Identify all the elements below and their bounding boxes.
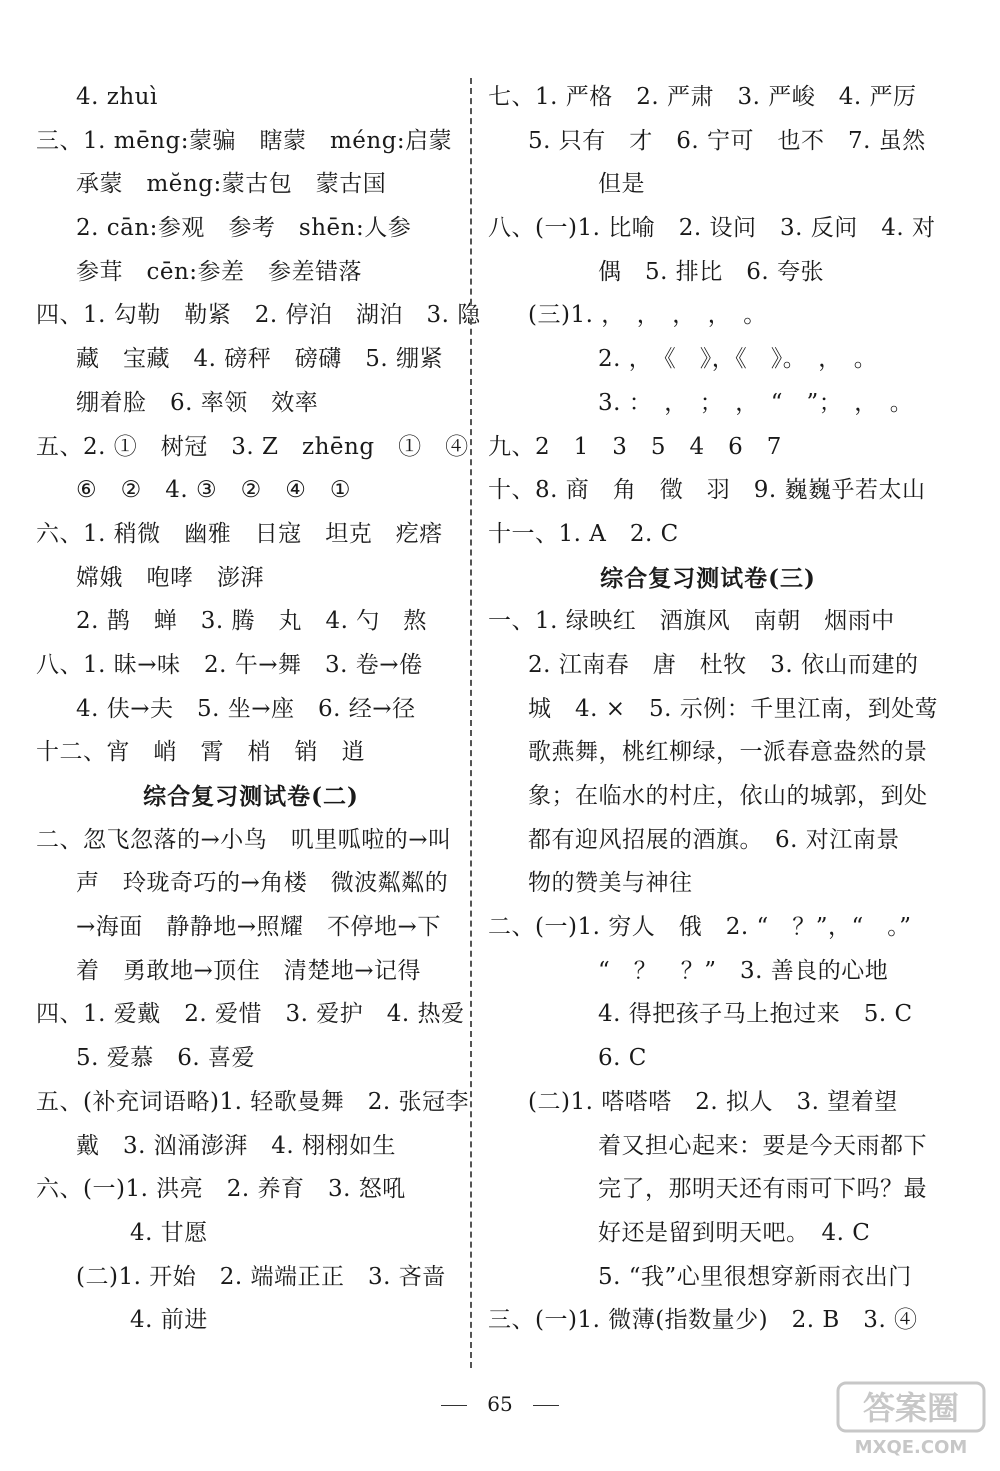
answer-line: 完了，那明天还有雨可下吗？最 [598,1176,927,1203]
watermark-url: MXQE.COM [854,1437,968,1458]
answer-line: 声 玲珑奇巧的→角楼 微波粼粼的 [76,870,449,897]
answer-line: (二)1. 开始 2. 端端正正 3. 吝啬 [76,1263,446,1290]
answer-line: →海面 静静地→照耀 不停地→下 [76,914,441,941]
answer-line: 偶 5. 排比 6. 夸张 [598,258,825,285]
answer-line: 都有迎风招展的酒旗。 6. 对江南景 [528,826,900,853]
answer-line: 4. 甘愿 [130,1219,208,1246]
answer-line: 二、(一)1. 穷人 俄 2. “ ？”，“ 。” [488,914,912,941]
answer-line: “ ？ ？” 3. 善良的心地 [598,957,889,984]
section-heading: 综合复习测试卷(二) [143,783,359,810]
answer-line: 4. 前进 [130,1307,208,1334]
answer-line: 五、2. ① 树冠 3. Z zhēng ① ④ [36,433,469,460]
answer-line: 6. C [598,1045,647,1072]
answer-line: 5. 只有 才 6. 宁可 也不 7. 虽然 [528,127,926,154]
answer-line: 八、(一)1. 比喻 2. 设问 3. 反问 4. 对 [488,215,936,242]
answer-line: 三、(一)1. 微薄(指数量少) 2. B 3. ④ [488,1307,918,1334]
answer-line: 但是 [598,171,645,198]
answer-line: 八、1. 昧→味 2. 午→舞 3. 卷→倦 [36,651,423,678]
column-divider [470,78,472,1368]
answer-line: 九、2 1 3 5 4 6 7 [488,433,782,460]
answer-line: 一、1. 绿映红 酒旗风 南朝 烟雨中 [488,608,895,635]
left-column [36,76,481,1343]
answer-line: 十一、1. A 2. C [488,520,679,547]
answer-line: 四、1. 爱戴 2. 爱惜 3. 爱护 4. 热爱 [36,1001,465,1028]
answer-line: 4. 伕→夫 5. 坐→座 6. 经→径 [76,695,416,722]
answer-line: 藏 宝藏 4. 磅秤 磅礴 5. 绷紧 [76,346,444,373]
answer-line: 城 4. × 5. 示例：千里江南，到处莺 [528,695,939,722]
answer-line: 三、1. mēng:蒙骗 瞎蒙 méng:启蒙 [36,127,453,154]
answer-line: 2. 鹊 蝉 3. 腾 丸 4. 勺 熬 [76,608,427,635]
answer-line: 物的赞美与神往 [528,870,693,897]
answer-line: 承蒙 mĕng:蒙古包 蒙古国 [76,171,387,198]
right-column [488,76,939,1343]
watermark-text: 答案圈 [862,1389,960,1427]
answer-line: 着又担心起来：要是今天雨都下 [598,1132,927,1159]
answer-line: 2. ， 《 》，《 》。 ， 。 [598,346,878,373]
watermark-logo-icon [836,1381,986,1459]
answer-line: 好还是留到明天吧。 4. C [598,1219,871,1246]
answer-line: 七、1. 严格 2. 严肃 3. 严峻 4. 严厉 [488,84,917,110]
section-heading: 综合复习测试卷(三) [600,564,816,592]
answer-line: 绷着脸 6. 率领 效率 [76,389,319,416]
answer-line: 4. 得把孩子马上抱过来 5. C [598,1001,913,1028]
answer-line: 5. “我”心里很想穿新雨衣出门 [598,1263,912,1290]
page-number-value: 65 [487,1392,513,1416]
answer-line: 5. 爱慕 6. 喜爱 [76,1045,256,1072]
answer-line: 2. cān:参观 参考 shēn:人参 [76,215,412,242]
answer-line: 4. zhuì [76,84,158,110]
page-number-dash-left [441,1405,467,1406]
answer-line: 3. ： ， ； ， “ ”； ， 。 [598,389,914,416]
answer-line: ⑥ ② 4. ③ ② ④ ① [76,477,351,504]
page-number-dash-right [533,1405,559,1406]
answer-line: 戴 3. 汹涌澎湃 4. 栩栩如生 [76,1132,397,1159]
answer-line: (三)1. ， ， ， ， 。 [528,302,767,329]
answer-line: 十二、宵 峭 霄 梢 销 逍 [36,739,365,766]
answer-line: 着 勇敢地→顶住 清楚地→记得 [76,957,422,984]
answer-line: 四、1. 勾勒 勒紧 2. 停泊 湖泊 3. 隐 [36,302,481,329]
answer-line: 2. 江南春 唐 杜牧 3. 依山而建的 [528,651,919,678]
answer-line: 十、8. 商 角 徵 羽 9. 巍巍乎若太山 [488,477,926,504]
answer-line: 六、(一)1. 洪亮 2. 养育 3. 怒吼 [36,1176,406,1203]
answer-line: 歌燕舞，桃红柳绿，一派春意盎然的景 [528,739,928,766]
answer-line: 六、1. 稍微 幽雅 日寇 坦克 疙瘩 [36,520,443,547]
answer-line: 象；在临水的村庄，依山的城郭，到处 [528,783,928,809]
answer-line: 参茸 cēn:参差 参差错落 [76,258,363,285]
answer-line: 五、(补充词语略)1. 轻歌曼舞 2. 张冠李 [36,1088,469,1115]
answer-line: 嫦娥 咆哮 澎湃 [76,564,264,591]
answer-line: 二、忽飞忽落的→小鸟 叽里呱啦的→叫 [36,826,452,853]
answer-line: (二)1. 嗒嗒嗒 2. 拟人 3. 望着望 [528,1088,898,1115]
